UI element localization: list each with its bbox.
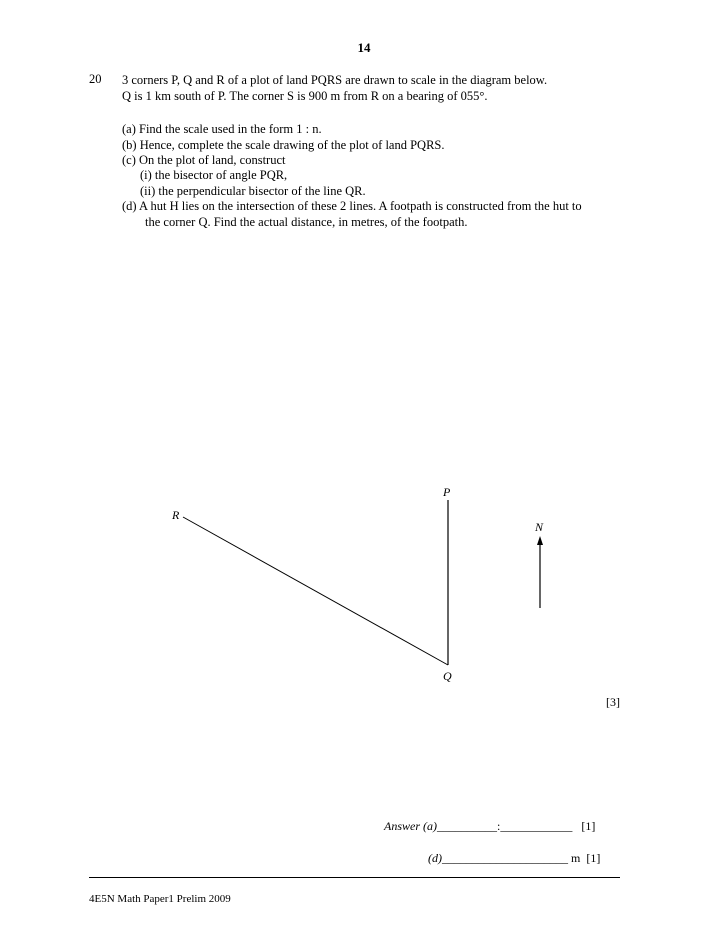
page-number: 14 bbox=[357, 40, 371, 55]
answer-d-blank[interactable]: _____________________ bbox=[442, 851, 568, 865]
question-number: 20 bbox=[89, 72, 102, 86]
answer-line-a bbox=[384, 819, 595, 834]
answer-d-unit: m bbox=[571, 851, 581, 865]
answer-a-blank[interactable]: __________:____________ bbox=[437, 819, 573, 833]
line-rq bbox=[183, 517, 448, 665]
question-part-c-ii: (ii) the perpendicular bisector of the line QR. bbox=[140, 184, 366, 198]
answer-a-marks: [1] bbox=[581, 819, 596, 833]
answer-d-label: (d) bbox=[428, 851, 442, 865]
marks-part-b-c: [3] bbox=[606, 695, 620, 709]
question-part-d: (d) A hut H lies on the intersection of these 2 lines. A footpath is constructed from the hut to bbox=[122, 199, 582, 213]
question-part-c-i: (i) the bisector of angle PQR, bbox=[140, 168, 288, 182]
question-part-b: (b) Hence, complete the scale drawing of the plot of land PQRS. bbox=[122, 138, 445, 152]
answer-a-label: Answer (a) bbox=[384, 819, 437, 833]
question-line-1: 3 corners P, Q and R of a plot of land PQRS are drawn to scale in the diagram below. bbox=[122, 73, 548, 87]
footer-text: 4E5N Math Paper1 Prelim 2009 bbox=[89, 893, 231, 905]
answer-d-marks: [1] bbox=[586, 851, 601, 865]
footer-divider bbox=[89, 877, 620, 878]
question-part-c: (c) On the plot of land, construct bbox=[122, 153, 286, 167]
label-p: P bbox=[443, 485, 451, 499]
label-r: R bbox=[172, 508, 180, 522]
label-q: Q bbox=[443, 669, 452, 683]
question-part-a: (a) Find the scale used in the form 1 : n. bbox=[122, 122, 322, 136]
question-line-2: Q is 1 km south of P. The corner S is 900 m from R on a bearing of 055°. bbox=[122, 89, 488, 103]
north-arrowhead-icon bbox=[537, 536, 543, 545]
question-part-d-cont: the corner Q. Find the actual distance, in metres, of the footpath. bbox=[145, 215, 468, 229]
label-n: N bbox=[535, 520, 544, 534]
scale-diagram bbox=[0, 470, 728, 700]
answer-line-d bbox=[428, 851, 600, 866]
